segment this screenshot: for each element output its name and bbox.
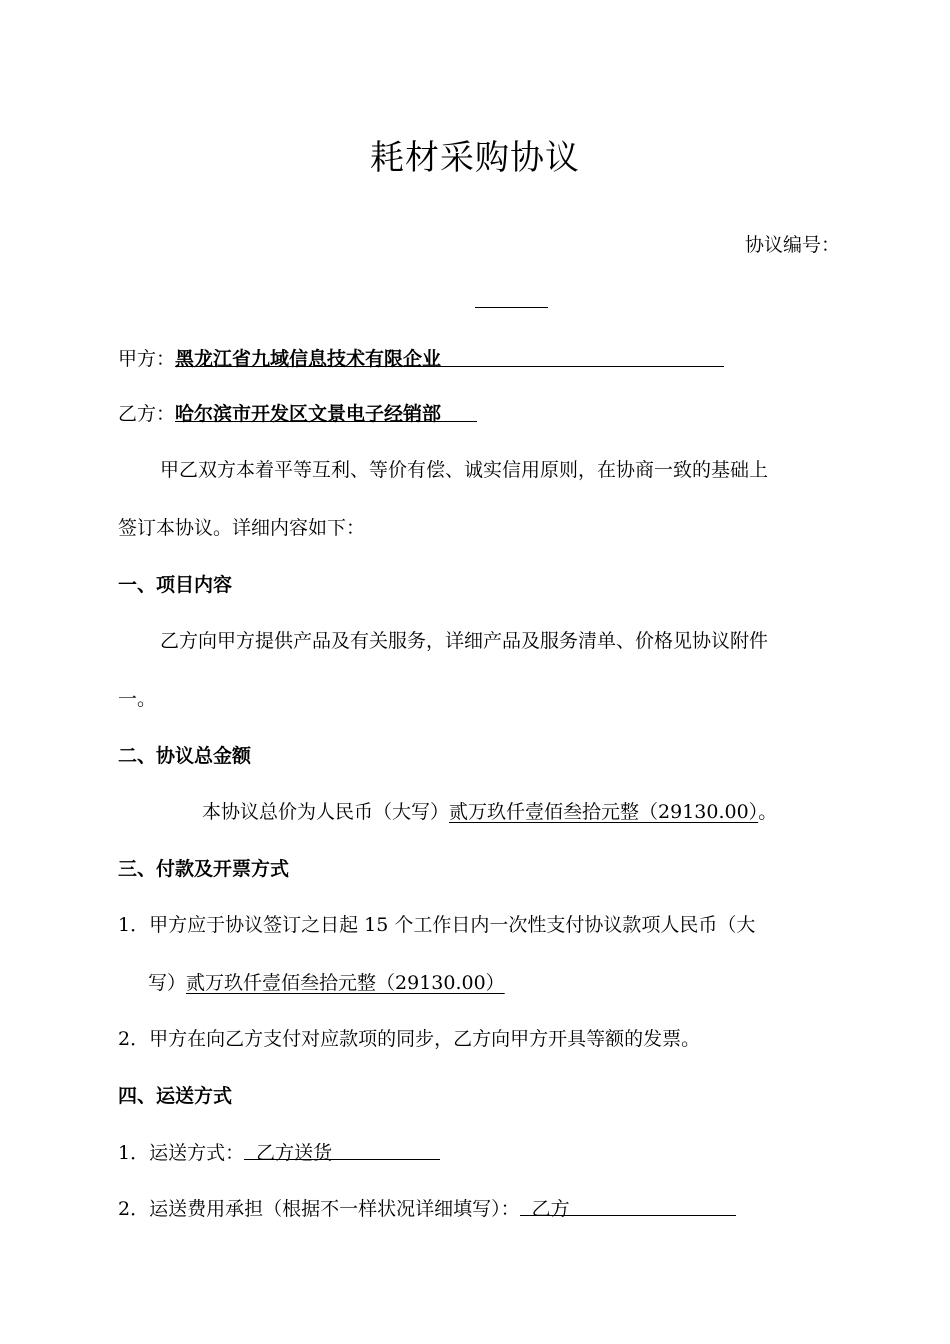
section-3-item-1-line-2 <box>148 970 505 996</box>
section-2-suffix: 。 <box>758 801 778 823</box>
party-b-name: 哈尔滨市开发区文景电子经销部 <box>175 403 442 425</box>
party-b-name-field <box>175 401 477 425</box>
section-4-item-1 <box>118 1140 440 1166</box>
section-2-amount-line <box>202 799 777 825</box>
section-3-item-1-line-1: 1．甲方应于协议签订之日起 15 个工作日内一次性支付协议款项人民币（大 <box>118 914 756 936</box>
party-a-name-field <box>175 346 724 370</box>
section-4-item-2-label: 2．运送费用承担（根据不一样状况详细填写）： <box>118 1198 520 1220</box>
section-2-heading: 二、协议总金额 <box>118 745 252 767</box>
section-4-item-1-field <box>244 1140 440 1164</box>
agreement-number-blank <box>475 307 548 308</box>
section-2-prefix: 本协议总价为人民币（大写） <box>202 801 450 823</box>
agreement-number-label: 协议编号： <box>745 234 841 256</box>
party-a-name: 黑龙江省九域信息技术有限企业 <box>175 348 442 370</box>
section-4-item-2-field <box>520 1196 736 1220</box>
party-b-label: 乙方： <box>118 403 176 425</box>
section-1-line-2: 一。 <box>118 688 157 710</box>
section-4-heading: 四、运送方式 <box>118 1085 233 1107</box>
section-2-amount: 贰万玖仟壹佰叁拾元整（29130.00） <box>449 801 759 823</box>
party-a-line <box>118 346 724 372</box>
section-4-item-1-value: 乙方送货 <box>256 1142 333 1164</box>
section-4-item-1-label: 1．运送方式： <box>118 1142 245 1164</box>
party-b-line <box>118 401 477 427</box>
section-3-item-2: 2．甲方在向乙方支付对应款项的同步，乙方向甲方开具等额的发票。 <box>118 1028 701 1050</box>
section-1-line-1: 乙方向甲方提供产品及有关服务，详细产品及服务清单、价格见协议附件 <box>160 630 769 652</box>
party-a-label: 甲方： <box>118 348 176 370</box>
section-4-item-2 <box>118 1196 736 1222</box>
section-3-heading: 三、付款及开票方式 <box>118 858 290 880</box>
section-4-item-2-value: 乙方 <box>531 1198 570 1220</box>
intro-line-1: 甲乙双方本着平等互利、等价有偿、诚实信用原则，在协商一致的基础上 <box>160 459 769 481</box>
section-3-item-1-amount: 贰万玖仟壹佰叁拾元整（29130.00） <box>186 972 505 994</box>
section-3-item-1-prefix: 写） <box>148 972 187 994</box>
intro-line-2: 签订本协议。详细内容如下： <box>118 517 366 539</box>
section-1-heading: 一、项目内容 <box>118 574 233 596</box>
document-title: 耗材采购协议 <box>370 138 580 178</box>
